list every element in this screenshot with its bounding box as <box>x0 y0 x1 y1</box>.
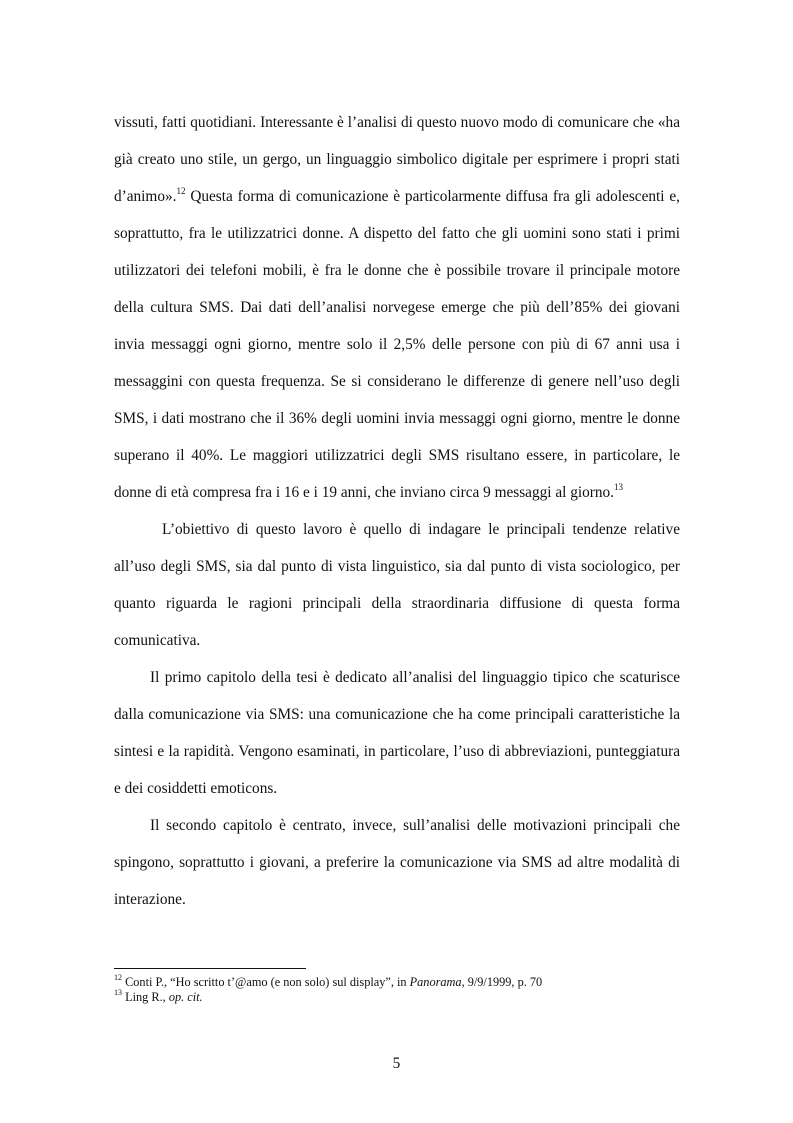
paragraph-4: Il secondo capitolo è centrato, invece, sull’analisi delle motivazioni principali che spingono, soprattutto i giovani, a preferire la comunicazione via SMS ad altre modalità di interazione. <box>114 817 680 908</box>
footnotes <box>114 972 680 1005</box>
page-number: 5 <box>392 1055 401 1072</box>
footnote-text: Conti P., “Ho scritto t’@amo (e non solo) sul display”, in <box>122 975 410 989</box>
footnote-number: 12 <box>114 972 122 982</box>
footnote-separator <box>114 968 306 969</box>
body-text <box>114 104 680 918</box>
footnote-text: , 9/9/1999, p. 70 <box>461 975 543 989</box>
footnote-italic: Panorama <box>409 975 462 989</box>
paragraph-1-text-a: vissuti, fatti quotidiani. Interessante è l’analisi di questo nuovo modo di comunicare che «ha già creato uno stile, un gergo, un linguaggio simbolico digitale per esprimere i propri stati d’animo». <box>114 114 680 205</box>
paragraph-3: Il primo capitolo della tesi è dedicato all’analisi del linguaggio tipico che scaturisce dalla comunicazione via SMS: una comunicazione che ha come principali caratteristiche la sintesi e la rapidità. Vengono esaminati, in particolare, l’uso di abbreviazioni, punteggiatura e dei cosiddetti emoticons. <box>114 669 680 797</box>
paragraph-2: L’obiettivo di questo lavoro è quello di indagare le principali tendenze relative all’uso degli SMS, sia dal punto di vista linguistico, sia dal punto di vista sociologico, per quanto riguarda le ragioni principali della straordinaria diffusione di questa forma comunicativa. <box>114 521 680 649</box>
paragraph-1-text-b: Questa forma di comunicazione è particolarmente diffusa fra gli adolescenti e, soprattutto, fra le utilizzatrici donne. A dispetto del fatto che gli uomini sono stati i primi utilizzatori dei telefoni mobili, è fra le donne che è possibile trovare il principale motore della cultura SMS. Dai dati dell’analisi norvegese emerge che più dell’85% dei giovani invia messaggi ogni giorno, mentre solo il 2,5% delle persone con più di 67 anni usa i messaggini con questa frequenza. Se si considerano le differenze di genere nell’uso degli SMS, i dati mostrano che il 36% degli uomini invia messaggi ogni giorno, mentre le donne superano il 40%. Le maggiori utilizzatrici degli SMS risultano essere, in particolare, le donne di età compresa fra i 16 e i 19 anni, che inviano circa 9 messaggi al giorno. <box>114 188 680 501</box>
footnote-italic: op. cit. <box>168 990 203 1004</box>
footnote-ref-13[interactable]: 13 <box>613 481 623 492</box>
footnote-13 <box>114 987 680 1005</box>
footnote-ref-12[interactable]: 12 <box>176 185 186 196</box>
footnote-12 <box>114 972 680 990</box>
footnote-text: Ling R., <box>122 990 169 1004</box>
footnote-number: 13 <box>114 987 122 997</box>
paragraph-1 <box>114 104 680 511</box>
